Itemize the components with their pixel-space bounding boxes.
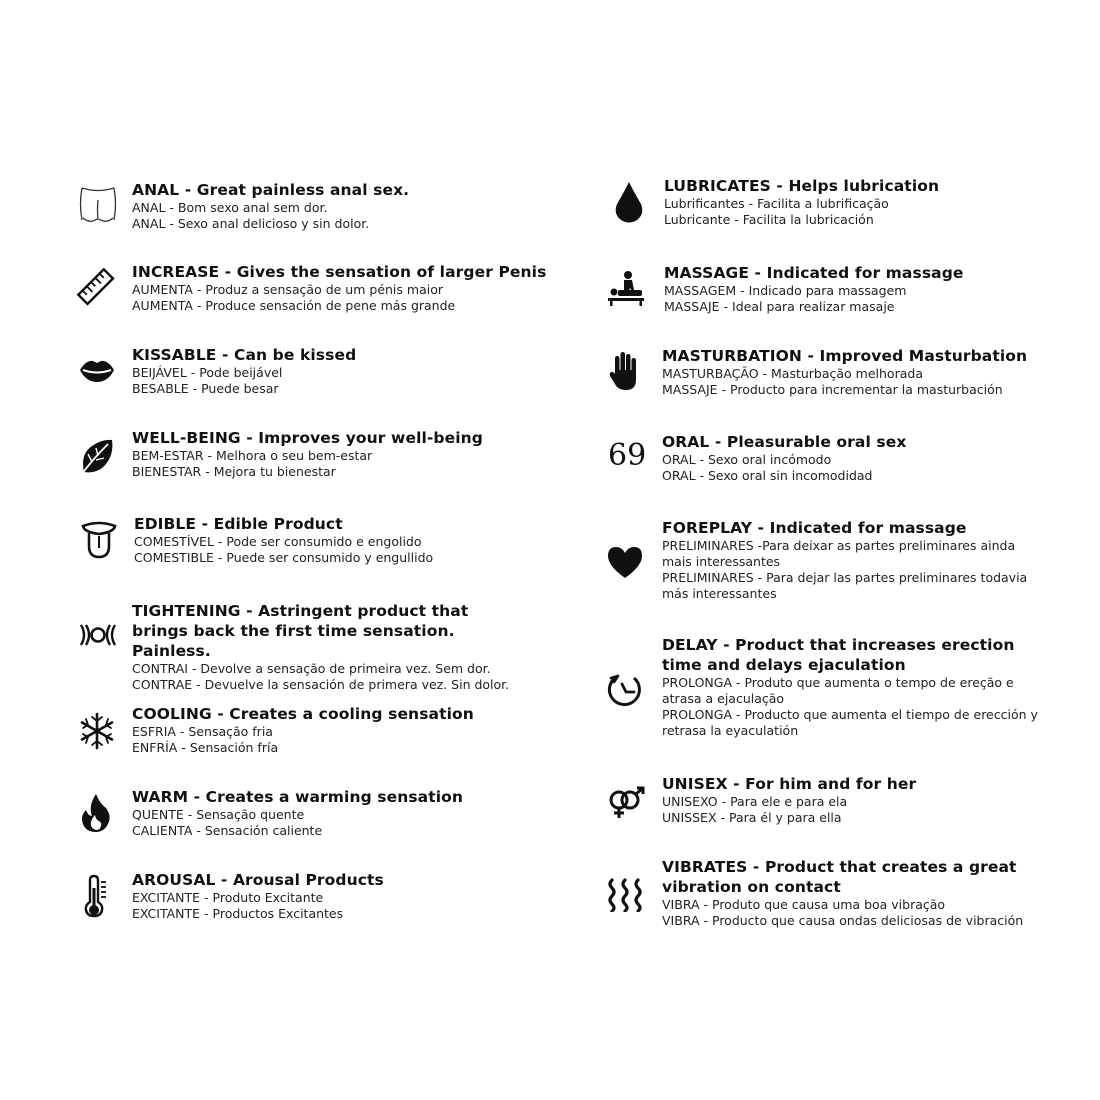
- snowflake-icon: [78, 712, 116, 750]
- feature-title: INCREASE - Gives the sensation of larger Penis: [132, 263, 547, 281]
- feature-desc-es: MASSAJE - Producto para incrementar la masturbación: [662, 382, 1003, 397]
- feature-desc-es: COMESTIBLE - Puede ser consumido y engullido: [134, 550, 434, 565]
- feature-title: AROUSAL - Arousal Products: [132, 871, 384, 889]
- feature-masturbation: [662, 346, 1027, 398]
- tongue-icon: [80, 518, 118, 560]
- feature-desc-pt: ORAL - Sexo oral incómodo: [662, 452, 832, 467]
- feature-desc-es: PRELIMINARES - Para dejar las partes preliminares todavia más interessantes: [662, 570, 1028, 601]
- feature-title: WARM - Creates a warming sensation: [132, 788, 464, 806]
- feature-warm: [132, 787, 463, 839]
- feature-title: LUBRICATES - Helps lubrication: [664, 177, 940, 195]
- feature-title: TIGHTENING - Astringent product that brings back the first time sensation. Painless.: [132, 602, 469, 660]
- feature-desc-pt: ANAL - Bom sexo anal sem dor.: [132, 200, 328, 215]
- flame-icon: [80, 792, 112, 834]
- feature-cooling: [132, 704, 474, 756]
- feature-desc-pt: MASTURBAÇÃO - Masturbação melhorada: [662, 366, 923, 381]
- feature-title: MASSAGE - Indicated for massage: [664, 264, 964, 282]
- feature-massage: [664, 263, 964, 315]
- feature-desc-es: MASSAJE - Ideal para realizar masaje: [664, 299, 895, 314]
- feature-desc-es: ORAL - Sexo oral sin incomodidad: [662, 468, 873, 483]
- ruler-icon: [76, 266, 116, 308]
- feature-desc-es: CALIENTA - Sensación caliente: [132, 823, 323, 838]
- feature-desc-es: VIBRA - Producto que causa ondas deliciosas de vibración: [662, 913, 1024, 928]
- feature-desc-pt: Lubrificantes - Facilita a lubrificação: [664, 196, 889, 211]
- feature-desc-es: BESABLE - Puede besar: [132, 381, 279, 396]
- feature-desc-es: EXCITANTE - Productos Excitantes: [132, 906, 344, 921]
- leaf-icon: [78, 436, 116, 476]
- feature-desc-es: ENFRÍA - Sensación fría: [132, 740, 279, 755]
- feature-desc-es: CONTRAE - Devuelve la sensación de primera vez. Sin dolor.: [132, 677, 510, 692]
- feature-desc-es: PROLONGA - Producto que aumenta el tiempo de erección y retrasa la eyaculatión: [662, 707, 1038, 738]
- feature-desc-es: UNISSEX - Para él y para ella: [662, 810, 842, 825]
- feature-kissable: [132, 345, 356, 397]
- feature-arousal: [132, 870, 384, 922]
- feature-title: UNISEX - For him and for her: [662, 775, 917, 793]
- feature-desc-pt: AUMENTA - Produz a sensação de um pénis maior: [132, 282, 443, 297]
- feature-desc-es: Lubricante - Facilita la lubricación: [664, 212, 874, 227]
- feature-desc-pt: PRELIMINARES -Para deixar as partes preliminares ainda mais interessantes: [662, 538, 1016, 569]
- sixty-nine-icon: 69: [608, 438, 647, 473]
- timer-icon: [604, 670, 644, 708]
- heart-icon: [606, 544, 644, 580]
- feature-title: VIBRATES - Product that creates a great vibration on contact: [662, 858, 1017, 896]
- feature-foreplay: [662, 518, 1037, 602]
- feature-desc-es: BIENESTAR - Mejora tu bienestar: [132, 464, 336, 479]
- feature-title: EDIBLE - Edible Product: [134, 515, 343, 533]
- feature-edible: [134, 514, 433, 566]
- feature-title: COOLING - Creates a cooling sensation: [132, 705, 474, 723]
- feature-delay: [662, 635, 1042, 739]
- thermometer-icon: [82, 874, 110, 918]
- hand-icon: [608, 350, 640, 392]
- feature-well-being: [132, 428, 483, 480]
- gender-icon: [606, 786, 646, 820]
- feature-title: WELL-BEING - Improves your well-being: [132, 429, 483, 447]
- lips-icon: [78, 356, 116, 386]
- tightening-icon: [78, 622, 118, 648]
- feature-increase: [132, 262, 546, 314]
- vibration-icon: [606, 878, 644, 912]
- feature-title: MASTURBATION - Improved Masturbation: [662, 347, 1028, 365]
- feature-lubricates: [664, 176, 939, 228]
- feature-title: FOREPLAY - Indicated for massage: [662, 519, 967, 537]
- massage-icon: [606, 270, 646, 306]
- feature-desc-pt: CONTRAI - Devolve a sensação de primeira vez. Sem dor.: [132, 661, 491, 676]
- feature-unisex: [662, 774, 916, 826]
- feature-desc-pt: MASSAGEM - Indicado para massagem: [664, 283, 907, 298]
- feature-title: ANAL - Great painless anal sex.: [132, 181, 410, 199]
- feature-desc-es: ANAL - Sexo anal delicioso y sin dolor.: [132, 216, 370, 231]
- feature-desc-pt: COMESTÍVEL - Pode ser consumido e engolido: [134, 534, 422, 549]
- feature-desc-pt: BEM-ESTAR - Melhora o seu bem-estar: [132, 448, 373, 463]
- feature-desc-pt: PROLONGA - Produto que aumenta o tempo de ereção e atrasa a ejaculação: [662, 675, 1014, 706]
- feature-desc-pt: BEIJÁVEL - Pode beijável: [132, 365, 283, 380]
- feature-title: KISSABLE - Can be kissed: [132, 346, 357, 364]
- feature-desc-pt: UNISEXO - Para ele e para ela: [662, 794, 848, 809]
- buttocks-icon: [78, 184, 118, 226]
- feature-desc-pt: ESFRIA - Sensação fria: [132, 724, 273, 739]
- feature-anal: [132, 180, 409, 232]
- feature-oral: [662, 432, 906, 484]
- feature-vibrates: [662, 857, 1042, 929]
- feature-desc-pt: EXCITANTE - Produto Excitante: [132, 890, 324, 905]
- feature-desc-pt: QUENTE - Sensação quente: [132, 807, 305, 822]
- feature-title: ORAL - Pleasurable oral sex: [662, 433, 907, 451]
- drop-icon: [613, 180, 645, 224]
- feature-desc-pt: VIBRA - Produto que causa uma boa vibração: [662, 897, 946, 912]
- feature-desc-es: AUMENTA - Produce sensación de pene más grande: [132, 298, 456, 313]
- feature-title: DELAY - Product that increases erection time and delays ejaculation: [662, 636, 1015, 674]
- feature-tightening: [132, 601, 522, 693]
